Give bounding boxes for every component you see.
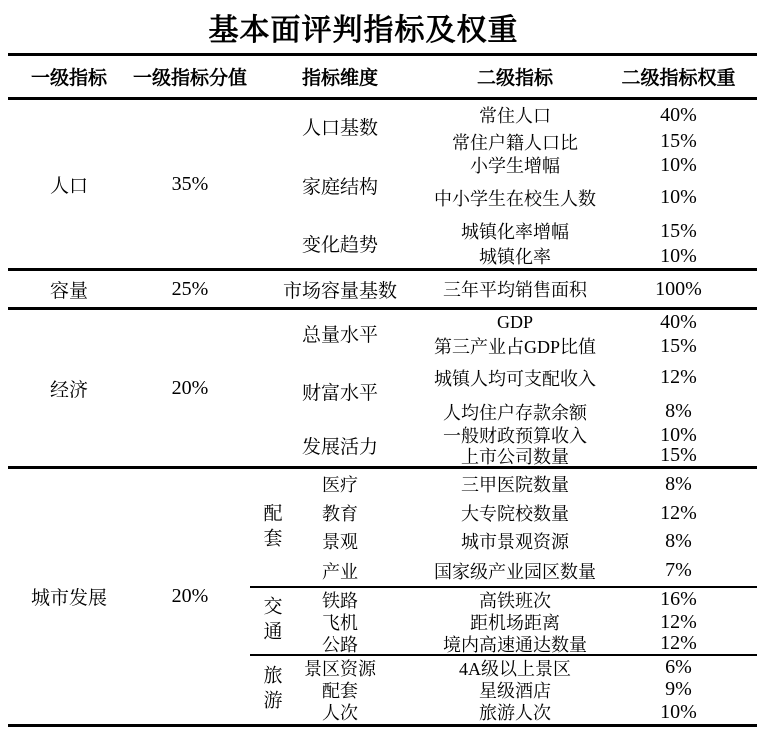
weight-cell: 10%	[660, 244, 697, 267]
weight-cell: 8%	[665, 400, 692, 422]
weight-cell: 10%	[660, 186, 697, 208]
dimension-rows	[430, 218, 757, 268]
table-row	[430, 271, 757, 307]
level1-name-cell: 城市发展	[30, 588, 107, 609]
weight-cell: 6%	[665, 656, 692, 678]
header-level1-score: 一级指标分值	[132, 68, 247, 89]
level2-indicator-cell: 城镇化率增幅	[461, 222, 569, 242]
table-row	[430, 310, 757, 335]
table-row	[430, 100, 757, 130]
level1-name-cell: 人口	[49, 175, 88, 197]
level1-score-cell: 25%	[171, 277, 209, 300]
group-label: 配套	[260, 502, 282, 553]
section-body	[250, 100, 757, 268]
group-rows	[292, 588, 757, 654]
dimension-rows	[430, 153, 757, 218]
table-row	[292, 633, 757, 654]
level2-indicator-cell: 小学生增幅	[470, 156, 560, 176]
table-row	[292, 527, 757, 555]
table-row	[430, 218, 757, 244]
dimension-rows	[430, 357, 757, 425]
dimension-label: 财富水平	[301, 382, 378, 404]
weight-cell: 12%	[660, 501, 697, 524]
dimension-block	[250, 153, 757, 218]
table-row	[430, 177, 757, 218]
level2-indicator-cell: 常住人口	[479, 106, 551, 126]
level1-score-cell: 20%	[171, 585, 209, 607]
dimension-cell: 配套	[322, 680, 358, 701]
dimension-cell: 飞机	[322, 613, 358, 633]
weight-cell: 16%	[660, 588, 697, 610]
level2-indicator-cell: 三年平均销售面积	[443, 280, 587, 300]
section-capacity	[8, 271, 757, 310]
dimension-label: 人口基数	[301, 118, 378, 139]
dimension-rows	[430, 271, 757, 307]
weight-cell: 15%	[660, 130, 697, 152]
table-row	[430, 335, 757, 357]
weight-cell: 15%	[660, 219, 697, 242]
level2-indicator-cell: 中小学生在校生人数	[434, 188, 596, 209]
weight-cell: 100%	[655, 277, 702, 300]
table-row	[292, 499, 757, 527]
dimension-block	[250, 357, 757, 425]
level2-indicator-cell: 城镇人均可支配收入	[434, 368, 596, 389]
group-label: 交通	[260, 596, 282, 646]
weight-cell: 10%	[660, 423, 697, 446]
section-body	[250, 469, 757, 724]
table-row	[430, 445, 757, 466]
weight-cell: 8%	[665, 529, 692, 552]
dimension-label: 总量水平	[301, 325, 378, 346]
dimension-label: 发展活力	[301, 437, 378, 458]
group-transport	[250, 586, 757, 654]
level2-indicator-cell: 星级酒店	[479, 680, 551, 701]
section-body	[250, 310, 757, 466]
header-level2-weight: 二级指标权重	[621, 68, 736, 89]
level2-indicator-cell: 大专院校数量	[461, 504, 569, 524]
weight-cell: 15%	[660, 444, 697, 466]
dimension-cell: 教育	[322, 504, 358, 524]
header-dimension: 指标维度	[301, 68, 378, 89]
group-rows	[292, 469, 757, 586]
dimension-block	[250, 100, 757, 153]
table-row	[430, 357, 757, 398]
weight-cell: 8%	[665, 472, 692, 495]
group-label: 旅游	[260, 665, 282, 715]
header-level2-indicator: 二级指标	[476, 68, 553, 89]
dimension-label: 变化趋势	[301, 234, 378, 256]
level2-indicator-cell: 一般财政预算收入	[443, 426, 587, 446]
section-body	[250, 271, 757, 307]
dimension-cell: 景观	[322, 532, 358, 552]
level2-indicator-cell: 城镇化率	[479, 247, 551, 267]
level1-score-cell: 20%	[171, 376, 209, 399]
level2-indicator-cell: 人均住户存款余额	[443, 402, 587, 423]
level2-indicator-cell: GDP	[496, 312, 533, 332]
dimension-label: 市场容量基数	[282, 280, 397, 302]
level1-name-cell: 经济	[49, 379, 88, 401]
level2-indicator-cell: 距机场距离	[470, 613, 560, 633]
level1-name-cell: 容量	[49, 280, 88, 302]
dimension-block	[250, 310, 757, 357]
table-title: 基本面评判指标及权重	[208, 13, 519, 47]
section-economy	[8, 310, 757, 469]
dimension-rows	[430, 100, 757, 153]
weight-cell: 10%	[660, 153, 697, 176]
table-row	[292, 555, 757, 586]
group-rows	[292, 656, 757, 724]
weight-cell: 10%	[660, 700, 697, 723]
dimension-cell: 人次	[322, 703, 358, 723]
level2-indicator-cell: 常住户籍人口比	[452, 132, 578, 153]
dimension-cell: 医疗	[322, 475, 358, 495]
weight-cell: 12%	[660, 632, 697, 654]
indicator-weight-table	[8, 53, 757, 727]
level2-indicator-cell: 三甲医院数量	[461, 475, 569, 495]
table-row	[292, 588, 757, 611]
table-row	[292, 679, 757, 700]
table-row	[430, 244, 757, 268]
weight-cell: 9%	[665, 678, 692, 700]
group-tourism	[250, 654, 757, 724]
table-row	[430, 130, 757, 153]
level2-indicator-cell: 上市公司数量	[461, 446, 569, 467]
table-row	[430, 398, 757, 425]
level2-indicator-cell: 第三产业占GDP比值	[433, 337, 596, 357]
weight-cell: 15%	[660, 334, 697, 357]
level2-indicator-cell: 国家级产业园区数量	[434, 561, 596, 582]
dimension-rows	[430, 310, 757, 357]
level1-score-cell: 35%	[171, 172, 209, 195]
dimension-cell: 铁路	[322, 590, 358, 611]
weight-cell: 12%	[660, 610, 697, 633]
level2-indicator-cell: 4A级以上景区	[459, 658, 571, 679]
dimension-cell: 公路	[322, 634, 358, 655]
table-row	[292, 700, 757, 724]
header-level1-indicator: 一级指标	[30, 68, 107, 89]
weight-cell: 40%	[660, 311, 697, 333]
weight-cell: 40%	[660, 103, 697, 126]
table-row	[430, 153, 757, 177]
dimension-cell: 景区资源	[304, 658, 376, 679]
dimension-block	[250, 218, 757, 268]
weight-cell: 12%	[660, 366, 697, 388]
dimension-block	[250, 271, 757, 307]
table-header-row	[8, 56, 757, 100]
dimension-rows	[430, 425, 757, 466]
level2-indicator-cell: 境内高速通达数量	[443, 634, 587, 655]
section-urban-development	[8, 469, 757, 727]
dimension-block	[250, 425, 757, 466]
level2-indicator-cell: 城市景观资源	[461, 532, 569, 552]
table-row	[292, 469, 757, 499]
dimension-cell: 产业	[322, 561, 358, 582]
dimension-label: 家庭结构	[301, 177, 378, 198]
weight-cell: 7%	[665, 559, 692, 581]
group-amenities	[250, 469, 757, 586]
section-population	[8, 100, 757, 271]
level2-indicator-cell: 旅游人次	[479, 703, 551, 723]
level2-indicator-cell: 高铁班次	[479, 590, 551, 611]
